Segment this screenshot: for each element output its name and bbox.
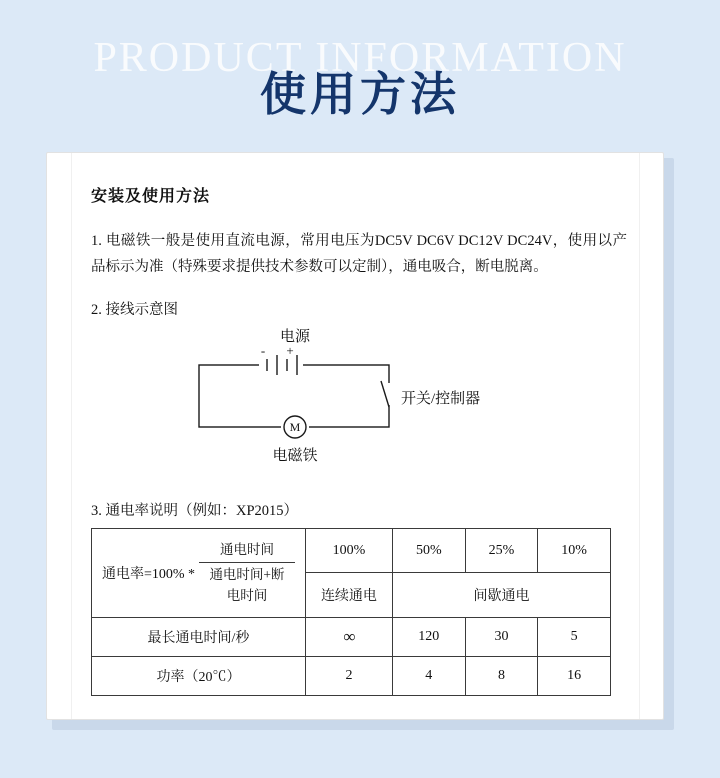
table-row	[92, 656, 611, 695]
cell-mode-continuous: 连续通电	[305, 573, 392, 617]
label-minus: -	[260, 343, 266, 358]
watermark-text: PRODUCT INFORMATION	[93, 35, 627, 81]
section-title: 安装及使用方法	[91, 188, 211, 205]
formula-numerator: 通电时间	[199, 539, 295, 563]
formula-denominator: 通电时间+断电时间	[209, 567, 285, 603]
label-plus: +	[286, 343, 294, 358]
cell-max-on-time-10: 5	[538, 617, 611, 656]
label-motor-symbol: M	[289, 420, 301, 434]
table-row	[92, 529, 611, 573]
cell-max-on-time-100: ∞	[305, 617, 392, 656]
item-wiring-diagram-label: 2. 接线示意图	[91, 302, 178, 318]
paper-fold-left	[71, 153, 72, 719]
paragraph-power-supply: 1. 电磁铁一般是使用直流电源，常用电压为DC5V DC6V DC12V DC24V，使用以产品标示为准（特殊要求提供技术参数可以定制），通电吸合，断电脱离。	[91, 233, 627, 275]
col-header-10: 10%	[538, 529, 611, 573]
formula-left-text: 通电率=100% *	[102, 566, 196, 582]
col-header-25: 25%	[465, 529, 538, 573]
duty-cycle-table-wrap	[91, 528, 627, 696]
item-duty-cycle-label: 3. 通电率说明（例如：XP2015）	[91, 503, 299, 519]
label-electromagnet: 电磁铁	[272, 448, 318, 464]
formula-fraction	[199, 539, 295, 607]
document-card	[46, 152, 674, 730]
label-power-source: 电源	[279, 329, 311, 345]
cell-power-100: 2	[305, 656, 392, 695]
row-label-power: 功率（20℃）	[92, 656, 306, 695]
cell-max-on-time-25: 30	[465, 617, 538, 656]
label-switch: 开关/控制器	[401, 391, 481, 407]
table-row	[92, 617, 611, 656]
cell-power-10: 16	[538, 656, 611, 695]
col-header-50: 50%	[392, 529, 465, 573]
paper-fold-right	[639, 153, 640, 719]
paper-sheet	[46, 152, 664, 720]
cell-max-on-time-50: 120	[392, 617, 465, 656]
cell-formula	[92, 529, 306, 618]
row-label-max-on-time: 最长通电时间/秒	[92, 617, 306, 656]
col-header-100: 100%	[305, 529, 392, 573]
page-title: 使用方法	[260, 69, 460, 120]
wiring-diagram-svg	[91, 325, 627, 485]
page-header	[0, 0, 720, 150]
duty-cycle-table	[91, 528, 611, 696]
cell-mode-intermittent: 间歇通电	[392, 573, 610, 617]
document-content	[91, 183, 627, 696]
cell-power-25: 8	[465, 656, 538, 695]
wiring-diagram	[91, 325, 627, 485]
cell-power-50: 4	[392, 656, 465, 695]
